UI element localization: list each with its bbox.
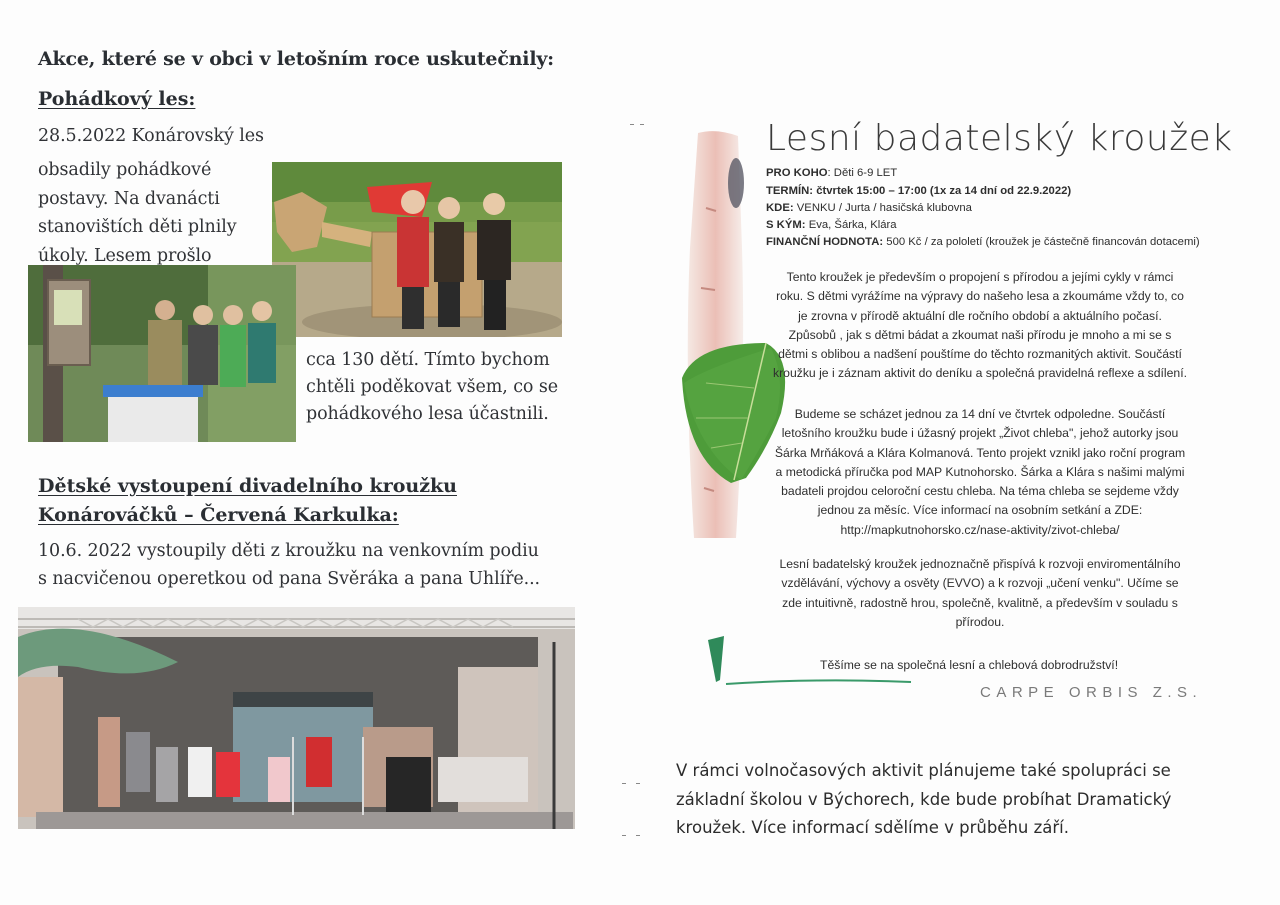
meta-for-whom: [766, 167, 897, 179]
meta-label: KDE:: [766, 202, 794, 214]
meta-label: PRO KOHO: [766, 167, 828, 179]
text-line: postavy. Na dvanácti: [38, 188, 220, 209]
title-line: Dětské vystoupení divadelního kroužku: [38, 475, 457, 497]
text-line: s nacvičenou operetkou od pana Svěráka a pana Uhlíře...: [38, 569, 541, 589]
text-line: badateli projdou celoroční cestu chleba. Na téma chleba se sejdeme vždy: [781, 484, 1179, 499]
meta-price: [766, 236, 1200, 248]
title-line: Konárováčků – Červená Karkulka:: [38, 504, 399, 526]
scan-mark: [622, 783, 626, 784]
meta-value: VENKU / Jurta / hasičská klubovna: [796, 202, 972, 214]
photo-stage-performance: [18, 607, 575, 829]
text-line: je zrovna v přírodě aktuální dle ročního období a aktuálního počasí.: [798, 308, 1162, 323]
text-line: pohádkového lesa účastnili.: [306, 404, 549, 424]
text-line: kroužku je i záznam aktivit do deníku a společná pravidelná reflexe a sdílení.: [773, 366, 1187, 381]
meta-label: FINANČNÍ HODNOTA:: [766, 236, 884, 248]
section-title-theatre: [38, 472, 457, 530]
flyer-title: Lesní badatelský kroužek: [766, 118, 1233, 159]
text-line: obsadily pohádkové: [38, 160, 212, 180]
text-line: vzdělávání, výchovy a osvěty (EVVO) a k rozvoji „učení venku". Učíme se: [781, 576, 1179, 591]
text-line: letošního kroužku bude i úžasný projekt „Život chleba", jehož autorky jsou: [781, 426, 1179, 441]
fairytale-text-after: [306, 347, 558, 428]
fairytale-date-line: 28.5.2022 Konárovský les: [38, 126, 264, 146]
scan-mark: [636, 783, 640, 784]
meta-schedule: [766, 185, 1071, 197]
text-line: Tento kroužek je především o propojení s přírodou a jejími cykly v rámci: [786, 270, 1174, 284]
flyer-paragraph-evvo: [740, 555, 1220, 632]
photo-fairytale-table: [28, 265, 296, 442]
scan-mark: [636, 835, 640, 836]
text-line: přírodou.: [955, 614, 1005, 629]
flyer-paragraph-bread-project: [740, 405, 1220, 540]
meta-value: 500 Kč / za pololetí (kroužek je částečně financován dotacemi): [886, 236, 1200, 248]
text-line: V rámci volnočasových aktivit plánujeme také spolupráci se: [676, 761, 1171, 780]
project-link[interactable]: http://mapkutnohorsko.cz/nase-aktivity/zivot-chleba/: [840, 522, 1120, 537]
text-line: Způsobů , jak s dětmi bádat a zkoumat naši přírodu je mnoho a mi se s: [788, 327, 1172, 342]
section-title-fairytale-forest: Pohádkový les:: [38, 88, 196, 110]
meta-value: Eva, Šárka, Klára: [808, 219, 897, 231]
text-line: stanovištích děti plnily: [38, 217, 237, 237]
text-line: Šárka Mrňáková a Klára Kolmanová. Tento projekt vznikl jako roční program: [774, 445, 1186, 460]
meta-where: [766, 202, 972, 214]
text-line: Budeme se scházet jednou za 14 dní ve čtvrtek odpoledne. Součástí: [794, 407, 1166, 421]
text-line: dětmi s oblibou a nadšení pouštíme do těchto rozmanitých aktivit. Součástí: [778, 347, 1182, 362]
photo-dragon-costumes: [272, 162, 562, 337]
scan-mark: [640, 124, 644, 125]
page-heading: Akce, které se v obci v letošním roce uskutečnily:: [38, 48, 554, 70]
meta-value: Děti 6-9 LET: [833, 167, 898, 179]
fairytale-text-wrap: [38, 156, 236, 270]
meta-label: S KÝM:: [766, 219, 806, 231]
text-line: kroužek. Více informací sdělíme v průběhu září.: [676, 818, 1070, 837]
text-line: chtěli poděkovat všem, co se: [306, 377, 558, 397]
text-line: zde intuitivně, radostně hrou, společně, kvalitně, a především v souladu s: [782, 595, 1178, 610]
meta-label: TERMÍN:: [766, 185, 814, 197]
theatre-text: [38, 537, 540, 593]
scan-mark: [630, 124, 634, 125]
flyer-closing: Těšíme se na společná lesní a chlebová dobrodružství!: [820, 658, 1119, 672]
text-line: roku. S dětmi vyrážíme na výpravy do našeho lesa a zkoumáme vždy to, co: [776, 289, 1184, 304]
scan-mark: [622, 835, 626, 836]
text-line: a metodická příručka pod MAP Kutnohorsko. Šárka a Klára s našimi malými: [775, 464, 1185, 479]
meta-with-whom: [766, 219, 897, 231]
text-line: jednou za měsíc. Více informací na osobním setkání a ZDE:: [817, 503, 1143, 518]
meta-sep: :: [827, 167, 834, 179]
text-line: základní školou v Býchorech, kde bude probíhat Dramatický: [676, 789, 1172, 809]
flyer-paragraph-about: [740, 268, 1220, 384]
meta-value: čtvrtek 15:00 – 17:00 (1x za 14 dní od 22.9.2022): [816, 185, 1072, 197]
text-line: 10.6. 2022 vystoupily děti z kroužku na venkovním podiu: [38, 541, 539, 561]
text-line: cca 130 dětí. Tímto bychom: [306, 350, 550, 370]
text-line: Lesní badatelský kroužek jednoznačně přispívá k rozvoji enviromentálního: [779, 557, 1181, 571]
drama-club-note: [676, 757, 1171, 843]
organization-signature: CARPE ORBIS Z.S.: [980, 684, 1203, 701]
text-line: úkoly. Lesem prošlo: [38, 245, 212, 266]
